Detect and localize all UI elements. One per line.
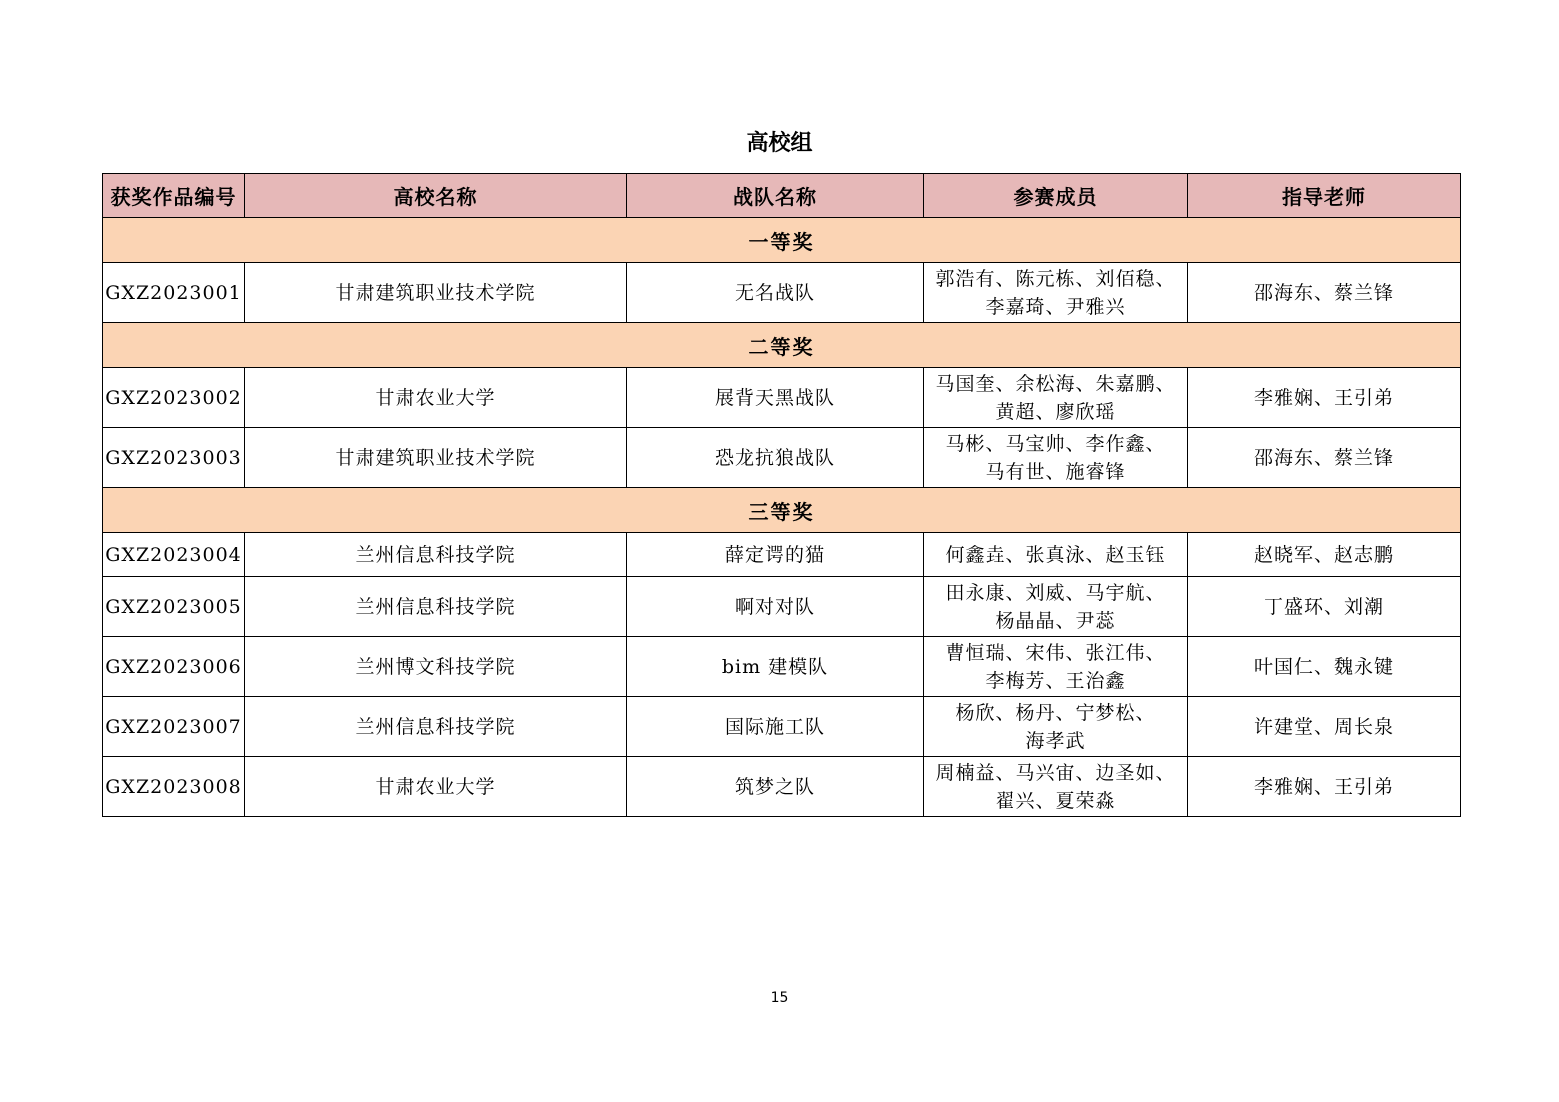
advisors-cell: 李雅娴、王引弟 xyxy=(1188,757,1461,817)
team-cell: 筑梦之队 xyxy=(627,757,924,817)
award-id-cell: GXZ2023005 xyxy=(103,577,245,637)
members-line-1: 周楠益、马兴宙、边圣如、 xyxy=(935,761,1176,784)
table-row xyxy=(103,697,1461,757)
school-cell: 兰州信息科技学院 xyxy=(245,697,627,757)
award-id-cell: GXZ2023008 xyxy=(103,757,245,817)
members-line-2: 黄超、廖欣瑶 xyxy=(995,400,1116,423)
school-cell: 甘肃建筑职业技术学院 xyxy=(245,263,627,323)
table-row xyxy=(103,757,1461,817)
section-row-third-prize xyxy=(103,488,1461,533)
members-line-2: 海孝武 xyxy=(1025,729,1086,752)
table-row xyxy=(103,428,1461,488)
section-label: 三等奖 xyxy=(103,488,1461,533)
header-members: 参赛成员 xyxy=(924,174,1188,218)
advisors-cell: 许建堂、周长泉 xyxy=(1188,697,1461,757)
school-cell: 兰州信息科技学院 xyxy=(245,533,627,577)
table-row xyxy=(103,637,1461,697)
section-row-second-prize xyxy=(103,323,1461,368)
team-cell: 展背天黑战队 xyxy=(627,368,924,428)
members-line-1: 马国奎、余松海、朱嘉鹏、 xyxy=(935,372,1176,395)
team-cell: 恐龙抗狼战队 xyxy=(627,428,924,488)
section-label: 二等奖 xyxy=(103,323,1461,368)
advisors-cell: 赵晓军、赵志鹏 xyxy=(1188,533,1461,577)
members-line-1: 曹恒瑞、宋伟、张江伟、 xyxy=(945,641,1166,664)
table-row xyxy=(103,263,1461,323)
advisors-cell: 丁盛环、刘潮 xyxy=(1188,577,1461,637)
members-line-2: 李梅芳、王治鑫 xyxy=(985,669,1126,692)
award-table xyxy=(102,173,1461,817)
advisors-cell: 叶国仁、魏永键 xyxy=(1188,637,1461,697)
members-line-2: 李嘉琦、尹雅兴 xyxy=(985,295,1126,318)
award-id-cell: GXZ2023003 xyxy=(103,428,245,488)
members-line-1: 郭浩有、陈元栋、刘佰稳、 xyxy=(935,267,1176,290)
members-cell xyxy=(924,533,1188,577)
members-cell xyxy=(924,697,1188,757)
award-id-cell: GXZ2023001 xyxy=(103,263,245,323)
members-line-1: 马彬、马宝帅、李作鑫、 xyxy=(945,432,1166,455)
team-cell: 薛定谔的猫 xyxy=(627,533,924,577)
members-line-2: 马有世、施睿锋 xyxy=(985,460,1126,483)
award-id-cell: GXZ2023002 xyxy=(103,368,245,428)
advisors-cell: 邵海东、蔡兰锋 xyxy=(1188,263,1461,323)
members-cell xyxy=(924,428,1188,488)
table-header-row xyxy=(103,174,1461,218)
page-number: 15 xyxy=(770,990,789,1006)
page-title: 高校组 xyxy=(746,131,813,156)
table-row xyxy=(103,533,1461,577)
team-cell: bim 建模队 xyxy=(627,637,924,697)
school-cell: 兰州信息科技学院 xyxy=(245,577,627,637)
members-cell xyxy=(924,757,1188,817)
school-cell: 甘肃建筑职业技术学院 xyxy=(245,428,627,488)
table-row xyxy=(103,368,1461,428)
table-row xyxy=(103,577,1461,637)
members-cell xyxy=(924,263,1188,323)
team-cell: 无名战队 xyxy=(627,263,924,323)
team-cell: 国际施工队 xyxy=(627,697,924,757)
award-id-cell: GXZ2023007 xyxy=(103,697,245,757)
advisors-cell: 李雅娴、王引弟 xyxy=(1188,368,1461,428)
members-line-1: 杨欣、杨丹、宁梦松、 xyxy=(955,701,1156,724)
members-line-2: 翟兴、夏荣淼 xyxy=(995,789,1116,812)
members-cell xyxy=(924,368,1188,428)
members-line-1: 田永康、刘威、马宇航、 xyxy=(945,581,1166,604)
award-id-cell: GXZ2023004 xyxy=(103,533,245,577)
section-label: 一等奖 xyxy=(103,218,1461,263)
header-advisors: 指导老师 xyxy=(1188,174,1461,218)
award-id-cell: GXZ2023006 xyxy=(103,637,245,697)
members-line-2: 杨晶晶、尹蕊 xyxy=(995,609,1116,632)
members-cell xyxy=(924,637,1188,697)
header-award-id: 获奖作品编号 xyxy=(103,174,245,218)
team-cell: 啊对对队 xyxy=(627,577,924,637)
members-cell xyxy=(924,577,1188,637)
school-cell: 兰州博文科技学院 xyxy=(245,637,627,697)
members-line-1: 何鑫垚、张真泳、赵玉钰 xyxy=(945,543,1166,566)
school-cell: 甘肃农业大学 xyxy=(245,757,627,817)
school-cell: 甘肃农业大学 xyxy=(245,368,627,428)
advisors-cell: 邵海东、蔡兰锋 xyxy=(1188,428,1461,488)
header-school: 高校名称 xyxy=(245,174,627,218)
section-row-first-prize xyxy=(103,218,1461,263)
header-team: 战队名称 xyxy=(627,174,924,218)
